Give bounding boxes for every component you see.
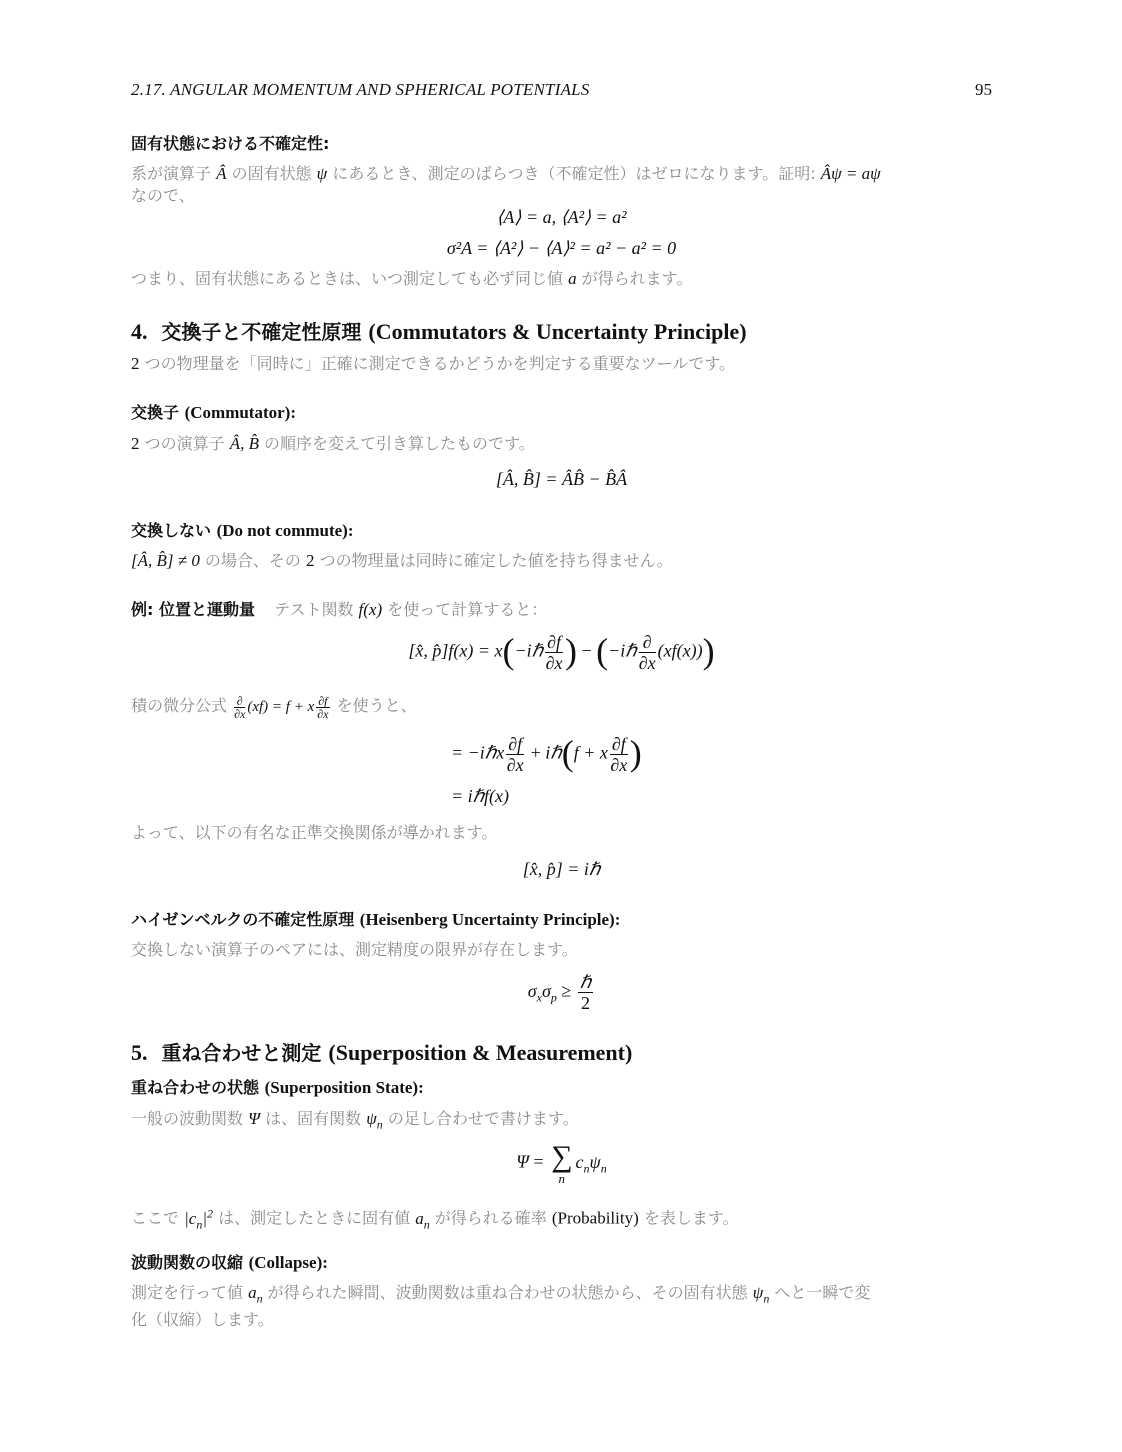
text-run: 一般の波動関数: [131, 1109, 249, 1128]
math-function: f(x): [358, 600, 383, 619]
text-run: の順序を変えて引き算したものです。: [258, 434, 535, 453]
heading-en: (Heisenberg Uncertainty Principle):: [359, 910, 621, 929]
math-operators: Â, B̂: [229, 434, 259, 453]
equation-commutator-action: [x̂, p̂]f(x) = x(−iℏ $\frac{\partial f}{\partial x}$ ) − (−iℏ $\frac{\partial}{\partial x}$ (xf(x))): [408, 630, 715, 673]
equation-step-1: = −iℏx $\frac{\partial f}{\partial x}$ + iℏ(f + x $\frac{\partial f}{\partial x}$ ): [451, 732, 642, 775]
running-header: [131, 80, 992, 102]
math-a: a: [568, 269, 577, 288]
page-number: 95: [975, 80, 992, 99]
text-run: つの物理量は同時に確定した値を持ち得ません。: [314, 551, 673, 570]
equation-commutator-definition: [131, 469, 992, 490]
text-run: 積の微分公式: [131, 696, 233, 715]
section-4-intro: [131, 353, 992, 375]
section-4-title: [131, 316, 992, 345]
text-run: は、測定したときに固有値: [213, 1208, 416, 1228]
math-a-n: $a_n$: [248, 1283, 263, 1306]
equation-text: σ²A = ⟨A²⟩ − ⟨A⟩² = a² − a² = 0: [446, 238, 677, 258]
text-run: を使うと、: [331, 696, 417, 715]
section-5-title: [131, 1037, 992, 1066]
text-run: が得られます。: [576, 269, 693, 288]
heading-jp: 交換子: [131, 403, 180, 422]
math-psi: ψ: [316, 164, 328, 183]
equation-superposition: Ψ = ∑ n $c_n\psi_n$: [516, 1140, 607, 1186]
math-condition: [Â, B̂] ≠ 0: [131, 551, 200, 570]
section-title-en: (Commutators & Uncertainty Principle): [368, 319, 747, 344]
text-run: にあるとき、測定のばらつき（不確定性）はゼロになります。証明:: [327, 164, 821, 183]
math-operator-A: Â: [216, 164, 227, 183]
number: 2: [131, 354, 140, 373]
superposition-text: [131, 1108, 992, 1135]
equation-step-2: = iℏf(x): [451, 786, 510, 806]
text-run: は、固有関数: [260, 1109, 367, 1128]
math-cn-squared: $|c_n|^2$: [184, 1206, 213, 1232]
text-run: 化（収縮）します。: [131, 1310, 274, 1330]
math-product-rule: $\frac{\partial}{\partial x}$ (xf) = f + x $\frac{\partial f}{\partial x}$: [234, 694, 329, 722]
number: 2: [306, 551, 315, 570]
equation-text: [Â, B̂] = ÂB̂ − B̂Â: [495, 469, 628, 489]
equation-text: ⟨A⟩ = a, ⟨A²⟩ = a²: [496, 207, 627, 227]
text-run: ここで: [131, 1208, 185, 1228]
heisenberg-heading: [131, 907, 992, 930]
heading-en: (Superposition State):: [264, 1078, 424, 1097]
section-title-jp: 交換子と不確定性原理: [161, 320, 362, 344]
section-number: 5.: [131, 1040, 148, 1065]
equation-canonical-commutation: [131, 859, 992, 880]
heading-en: (Commutator):: [184, 403, 296, 422]
section-title-jp: 重ね合わせと測定: [161, 1041, 322, 1065]
eigen-conclusion: [131, 268, 992, 290]
number: 2: [131, 434, 140, 453]
text-run: が得られた瞬間、波動関数は重ね合わせの状態から、その固有状態: [262, 1283, 753, 1302]
text-run: へと一瞬で変: [769, 1283, 871, 1302]
collapse-heading: [131, 1250, 992, 1273]
text-run: つまり、固有状態にあるときは、いつ測定しても必ず同じ値: [131, 269, 569, 288]
commutator-heading: [131, 400, 992, 423]
text-run: 測定を行って値: [131, 1283, 249, 1302]
example-line: [131, 597, 992, 621]
equation-expectation: [131, 207, 992, 228]
eigen-uncertainty-paragraph: [131, 163, 992, 207]
math-Psi: Ψ: [248, 1109, 261, 1128]
section-number: 4.: [131, 319, 148, 344]
heading-en: (Do not commute):: [216, 521, 354, 540]
superposition-heading: [131, 1075, 992, 1098]
text-run: テスト関数: [274, 600, 359, 619]
text-run: が得られる確率: [429, 1208, 552, 1228]
equation-uncertainty: $\sigma_x\sigma_p$ ≥ $\frac{\text{ℏ}}{2}$: [527, 972, 592, 1013]
text-run: の固有状態: [226, 164, 317, 183]
text-run: 系が演算子: [131, 164, 217, 183]
noncommute-heading: [131, 518, 992, 541]
text-run: の足し合わせで書けます。: [382, 1109, 579, 1128]
math-psi-n: $\psi_n$: [366, 1109, 383, 1132]
equation-variance: [131, 238, 992, 259]
example-text: [274, 600, 547, 619]
section-header: 2.17. ANGULAR MOMENTUM AND SPHERICAL POTENTIALS: [131, 80, 590, 99]
heisenberg-text: 交換しない演算子のペアには、測定精度の限界が存在します。: [131, 940, 578, 959]
text-run: を表します。: [638, 1208, 739, 1228]
equation-text: [x̂, p̂] = iℏ: [522, 859, 601, 879]
probability-text: [131, 1202, 992, 1235]
term-en: (Probability): [551, 1208, 639, 1228]
heading-jp: 波動関数の収縮: [131, 1253, 244, 1272]
product-rule-text: [131, 695, 992, 720]
heading-en: (Collapse):: [248, 1253, 328, 1272]
math-eigen-equation: Âψ = aψ: [820, 164, 881, 183]
text-run: の場合、その: [199, 551, 307, 570]
text-run: なので、: [131, 186, 195, 205]
heading-jp: 交換しない: [131, 521, 212, 540]
ccr-intro-text: よって、以下の有名な正準交換関係が導かれます。: [131, 823, 498, 842]
noncommute-text: [131, 550, 992, 572]
math-psi-n: $\psi_n$: [752, 1283, 770, 1306]
heading-jp: ハイゼンベルクの不確定性原理: [131, 910, 355, 929]
eigen-uncertainty-heading: 固有状態における不確定性:: [131, 134, 330, 153]
section-title-en: (Superposition & Measurement): [328, 1040, 633, 1065]
math-a-n: $a_n$: [415, 1208, 430, 1232]
heading-jp: 重ね合わせの状態: [131, 1078, 260, 1097]
text-run: つの演算子: [139, 434, 230, 453]
collapse-text: [131, 1282, 992, 1331]
text-run: つの物理量を「同時に」正確に測定できるかどうかを判定する重要なツールです。: [139, 354, 735, 373]
commutator-text: [131, 433, 992, 455]
example-heading: 例: 位置と運動量: [131, 600, 255, 619]
text-run: を使って計算すると：: [382, 600, 548, 619]
